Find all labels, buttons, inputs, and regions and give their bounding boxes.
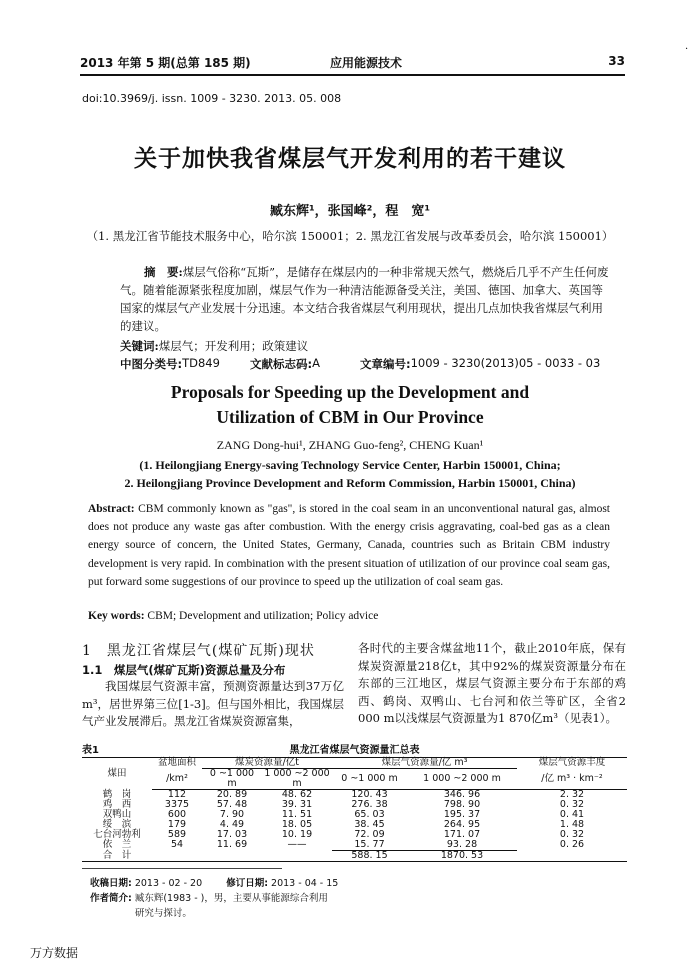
table-cell-c2: 11. 51	[281, 809, 313, 820]
clc-label: 中图分类号:	[120, 357, 183, 371]
affiliation-en-2: 2. Heilongjiang Province Development and Reform Commission, Harbin 150001, China)	[124, 476, 576, 490]
table-cell-area: 3375	[164, 799, 190, 810]
title-en	[0, 380, 700, 430]
authors-en: ZANG Dong-hui¹, ZHANG Guo-feng², CHENG Kuan¹	[216, 438, 484, 452]
keywords-en	[88, 610, 378, 622]
abstract-en-label: Abstract:	[88, 503, 135, 515]
table-cell-name: 双鸭山	[102, 809, 132, 820]
table-cell-name: 七台河勃利	[93, 829, 141, 840]
doc-code-label: 文献标志码:	[250, 357, 313, 371]
header-coal: 煤炭资源量/亿t	[202, 758, 332, 769]
keywords-cn-label: 关键词:	[120, 339, 159, 353]
table-cell-g2: 346. 96	[443, 789, 481, 800]
table-cell-area: 54	[170, 839, 184, 851]
section-1-right-text: 各时代的主要含煤盆地11个，截止2010年底，保有煤炭资源量218亿t，其中92%的煤炭资源量分布在东部的三江地区，煤层气资源主要分布于东部的鸡西、鹤岗、双鸭山、七台河和依兰等矿区，全省2 000 m以浅煤层气资源量为1 870亿m³（见表1）。	[358, 641, 626, 725]
table-cell-name: 绥 滨	[102, 819, 132, 830]
table-cell-g2: 798. 90	[443, 799, 481, 810]
table-row	[82, 840, 627, 851]
keywords-en-text: CBM; Development and utilization; Policy advice	[147, 610, 379, 622]
table-cell-area: 600	[167, 809, 187, 820]
table-cell-area: 112	[167, 789, 187, 800]
table-cell-name: 鹤 岗	[102, 788, 132, 800]
table-cell-c1: 4. 49	[219, 819, 245, 830]
table-cell-c2: 18. 05	[281, 819, 313, 830]
section-1-left-text: 我国煤层气资源丰富，预测资源量达到37万亿m³，居世界第三位[1-3]。但与国外相比，我国煤层气产业发展滞后。黑龙江省煤炭资源富集，	[82, 679, 344, 728]
table-cell-g2: 171. 07	[443, 829, 481, 840]
keywords-cn-text: 煤层气；开发利用；政策建议	[158, 339, 309, 353]
header-field: 煤田	[82, 758, 152, 790]
table-cell-ab	[517, 851, 627, 862]
affiliation-en-1: (1. Heilongjiang Energy-saving Technology Service Center, Harbin 150001, China;	[139, 458, 561, 472]
running-header	[80, 52, 625, 72]
table-cell-ab: 0. 26	[559, 839, 585, 851]
table-cell-ab: 1. 48	[559, 819, 585, 830]
corner-mark: ·	[685, 44, 689, 55]
header-depth-1: 0 ~1 000 m	[202, 769, 262, 790]
table-cell-name: 鸡 西	[102, 799, 132, 810]
table-cell-g1: 65. 03	[354, 809, 385, 820]
title-cn: 关于加快我省煤层气开发利用的若干建议	[134, 145, 566, 172]
table-cell-c2	[262, 851, 332, 862]
table-cell-name: 依 兰	[102, 839, 132, 851]
table-cell-c1: 7. 90	[219, 809, 245, 820]
table-cell-g1: 276. 38	[351, 799, 388, 810]
header-depth-4: 1 000 ~2 000 m	[407, 769, 517, 790]
table-cell-g1: 15. 77	[354, 839, 385, 850]
page-number: 33	[608, 54, 625, 68]
issue-info: 2013 年第 5 期(总第 185 期)	[80, 56, 251, 70]
header-rule	[80, 74, 625, 76]
section-1-heading: 1 黑龙江省煤层气(煤矿瓦斯)现状	[82, 643, 315, 659]
header-depth-2: 1 000 ~2 000 m	[262, 769, 332, 790]
revised-label: 修订日期:	[226, 878, 269, 889]
section-1-1-heading: 1.1 煤层气(煤矿瓦斯)资源总量及分布	[82, 663, 286, 677]
clc-value: TD849	[182, 356, 220, 370]
title-en-text: Proposals for Speeding up the Development and Utilization of CBM in Our Province	[170, 382, 530, 427]
body-column-left	[82, 640, 344, 731]
author-bio-label: 作者简介:	[90, 893, 132, 904]
author-bio: 臧东辉(1983 - )，男，主要从事能源综合利用研究与探讨。	[134, 893, 328, 919]
footnotes	[90, 876, 338, 921]
table-cell-g1: 38. 45	[354, 819, 385, 830]
header-abundance: 煤层气资源丰度	[517, 758, 627, 769]
table-number: 表1	[82, 745, 99, 756]
received-date: 2013 - 02 - 20	[134, 878, 203, 889]
received-label: 收稿日期:	[90, 878, 132, 889]
abstract-cn-label: 摘 要:	[144, 265, 183, 279]
table-title: 黑龙江省煤层气资源量汇总表	[289, 745, 420, 756]
data-table	[82, 757, 627, 862]
table-cell-g1: 120. 43	[351, 789, 388, 800]
revised-date: 2013 - 04 - 15	[271, 878, 339, 889]
keywords-en-label: Key words:	[88, 610, 145, 622]
table-row	[82, 851, 627, 862]
header-area-unit: /km²	[152, 769, 202, 790]
table-cell-c1: 17. 03	[216, 829, 248, 840]
table-cell-ab: 0. 32	[559, 829, 585, 840]
table-cell-name: 合 计	[82, 851, 152, 862]
footer-watermark: 万方数据	[30, 946, 79, 960]
doc-code-value: A	[312, 356, 320, 370]
affiliations-cn: （1. 黑龙江省节能技术服务中心，哈尔滨 150001；2. 黑龙江省发展与改革委员会，哈尔滨 150001）	[86, 229, 614, 243]
authors-cn: 臧东辉¹，张国峰²，程 宽¹	[269, 204, 431, 219]
journal-name: 应用能源技术	[330, 56, 403, 70]
header-abundance-unit: /亿 m³ · km⁻²	[517, 769, 627, 790]
table-cell-g2: 195. 37	[443, 809, 481, 820]
table-cell-area: 589	[167, 829, 187, 840]
header-depth-3: 0 ~1 000 m	[332, 769, 407, 790]
affiliations-en	[0, 456, 700, 492]
doi: doi:10.3969/j. issn. 1009 - 3230. 2013. 05. 008	[82, 92, 342, 105]
table-cell-c1: 11. 69	[216, 839, 248, 851]
body-column-right	[358, 640, 626, 728]
article-no-value: 1009 - 3230(2013)05 - 0033 - 03	[410, 356, 601, 370]
abstract-cn	[120, 263, 610, 335]
table-cell-area	[152, 851, 202, 862]
table-cell-c1: 57. 48	[216, 799, 248, 810]
table-cell-g2: 264. 95	[443, 819, 481, 830]
table-cell-c1	[202, 851, 262, 862]
table-cell-ab: 0. 41	[559, 809, 585, 820]
table-cell-ab: 2. 32	[559, 789, 585, 800]
table-cell-g2: 1870. 53	[407, 851, 517, 862]
keywords-cn	[120, 338, 308, 354]
header-gas: 煤层气资源量/亿 m³	[332, 758, 517, 769]
table-cell-g1: 72. 09	[354, 829, 385, 840]
article-no-label: 文章编号:	[360, 357, 411, 371]
abstract-en-text: CBM commonly known as "gas", is stored in the coal seam in an unconventional natural gas, almost does not produce any waste gas after combustion. With the energy crisis aggravating, coal-bed gas as a clean energy source of concern, the United States, Germany, Canada, countries such as Britain CBM industry development is very rapid. In combination with the present situation of utilization of our province coal seam gas, put forward some suggestions of our province to speed up the utilization of coal seam gas.	[88, 503, 611, 588]
abstract-en	[88, 500, 610, 591]
table-cell-c2: 48. 62	[281, 789, 313, 800]
footnote-rule	[82, 868, 282, 869]
table-cell-c2: 10. 19	[281, 829, 313, 840]
abstract-cn-text: 煤层气俗称“瓦斯”，是储存在煤层内的一种非常规天然气，燃烧后几乎不产生任何废气。随着能源紧张程度加剧，煤层气作为一种清洁能源备受关注，美国、德国、加拿大、英国等国家的煤层气产业发展十分迅速。本文结合我省煤层气利用现状，提出几点加快我省煤层气利用的建议。	[120, 265, 609, 333]
table-cell-area: 179	[167, 819, 187, 830]
table-cell-c2: 39. 31	[281, 799, 313, 810]
table-cell-c2: ——	[287, 839, 307, 851]
table-cell-g1: 588. 15	[332, 851, 407, 862]
table-cell-g2: 93. 28	[446, 839, 478, 850]
header-area: 盆地面积	[152, 758, 202, 769]
table-cell-c1: 20. 89	[216, 789, 248, 800]
table-cell-ab: 0. 32	[559, 799, 585, 810]
